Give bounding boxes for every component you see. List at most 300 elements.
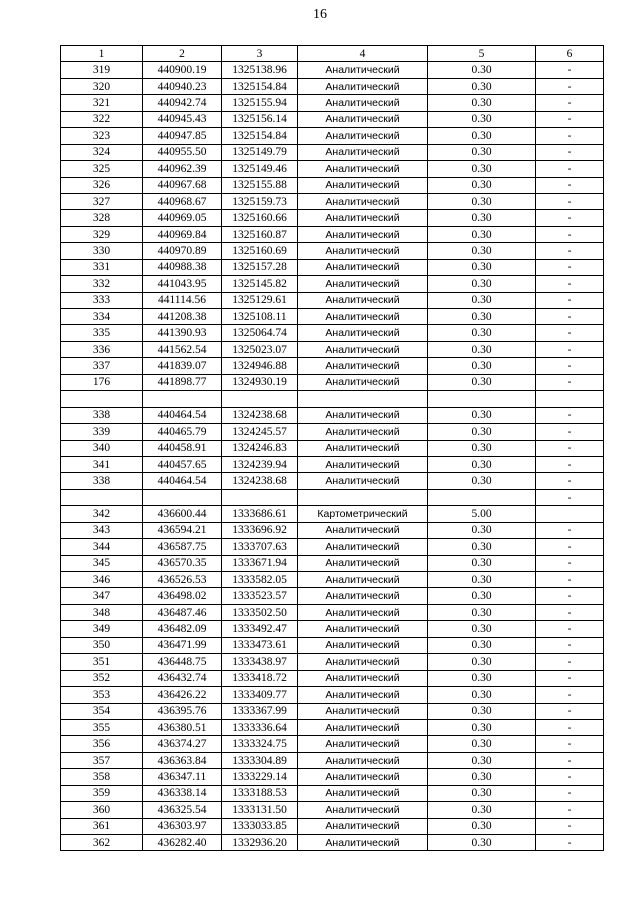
note-cell: - bbox=[536, 555, 604, 571]
method-cell: Аналитический bbox=[298, 736, 428, 752]
accuracy-cell: 0.30 bbox=[428, 374, 536, 390]
method-cell: Аналитический bbox=[298, 62, 428, 78]
y-coordinate-cell: 1324946.88 bbox=[222, 358, 298, 374]
accuracy-cell: 0.30 bbox=[428, 243, 536, 259]
note-cell: - bbox=[536, 177, 604, 193]
table-row bbox=[61, 391, 604, 407]
accuracy-cell: 0.30 bbox=[428, 703, 536, 719]
accuracy-cell: 5.00 bbox=[428, 506, 536, 522]
method-cell: Аналитический bbox=[298, 440, 428, 456]
table-row bbox=[61, 407, 604, 423]
method-cell: Аналитический bbox=[298, 161, 428, 177]
y-coordinate-cell: 1333367.99 bbox=[222, 703, 298, 719]
method-cell: Аналитический bbox=[298, 621, 428, 637]
x-coordinate-cell: 440988.38 bbox=[143, 259, 222, 275]
note-cell: - bbox=[536, 522, 604, 538]
accuracy-cell: 0.30 bbox=[428, 818, 536, 834]
accuracy-cell: 0.30 bbox=[428, 588, 536, 604]
header-cell: 1 bbox=[61, 46, 143, 62]
y-coordinate-cell: 1325155.88 bbox=[222, 177, 298, 193]
note-cell: - bbox=[536, 161, 604, 177]
y-coordinate-cell: 1324239.94 bbox=[222, 456, 298, 472]
table-row bbox=[61, 473, 604, 489]
y-coordinate-cell: 1324238.68 bbox=[222, 407, 298, 423]
method-cell: Аналитический bbox=[298, 407, 428, 423]
x-coordinate-cell: 436380.51 bbox=[143, 719, 222, 735]
x-coordinate-cell: 440945.43 bbox=[143, 111, 222, 127]
point-number-cell: 336 bbox=[61, 341, 143, 357]
table-row bbox=[61, 539, 604, 555]
table-row bbox=[61, 555, 604, 571]
method-cell: Аналитический bbox=[298, 78, 428, 94]
method-cell: Аналитический bbox=[298, 473, 428, 489]
accuracy-cell: 0.30 bbox=[428, 358, 536, 374]
method-cell: Аналитический bbox=[298, 555, 428, 571]
point-number-cell: 329 bbox=[61, 226, 143, 242]
accuracy-cell: 0.30 bbox=[428, 341, 536, 357]
y-coordinate-cell: 1325160.66 bbox=[222, 210, 298, 226]
method-cell: Аналитический bbox=[298, 835, 428, 851]
x-coordinate-cell: 436338.14 bbox=[143, 785, 222, 801]
x-coordinate-cell: 440940.23 bbox=[143, 78, 222, 94]
note-cell: - bbox=[536, 802, 604, 818]
point-number-cell: 340 bbox=[61, 440, 143, 456]
accuracy-cell: 0.30 bbox=[428, 161, 536, 177]
y-coordinate-cell: 1325160.87 bbox=[222, 226, 298, 242]
note-cell: - bbox=[536, 78, 604, 94]
note-cell: - bbox=[536, 210, 604, 226]
accuracy-cell: 0.30 bbox=[428, 128, 536, 144]
accuracy-cell: 0.30 bbox=[428, 259, 536, 275]
table-row bbox=[61, 604, 604, 620]
table-row bbox=[61, 687, 604, 703]
note-cell: - bbox=[536, 703, 604, 719]
y-coordinate-cell: 1333188.53 bbox=[222, 785, 298, 801]
table-row bbox=[61, 572, 604, 588]
header-cell: 5 bbox=[428, 46, 536, 62]
x-coordinate-cell: 440970.89 bbox=[143, 243, 222, 259]
x-coordinate-cell: 440969.84 bbox=[143, 226, 222, 242]
accuracy-cell: 0.30 bbox=[428, 473, 536, 489]
accuracy-cell: 0.30 bbox=[428, 144, 536, 160]
method-cell: Аналитический bbox=[298, 193, 428, 209]
x-coordinate-cell: 436432.74 bbox=[143, 670, 222, 686]
accuracy-cell: 0.30 bbox=[428, 95, 536, 111]
x-coordinate-cell: 440968.67 bbox=[143, 193, 222, 209]
note-cell: - bbox=[536, 440, 604, 456]
method-cell: Аналитический bbox=[298, 276, 428, 292]
y-coordinate-cell: 1332936.20 bbox=[222, 835, 298, 851]
accuracy-cell: 0.30 bbox=[428, 424, 536, 440]
method-cell: Аналитический bbox=[298, 177, 428, 193]
method-cell: Аналитический bbox=[298, 818, 428, 834]
x-coordinate-cell: 441562.54 bbox=[143, 341, 222, 357]
point-number-cell: 325 bbox=[61, 161, 143, 177]
table-row bbox=[61, 374, 604, 390]
table-row bbox=[61, 325, 604, 341]
y-coordinate-cell: 1325157.28 bbox=[222, 259, 298, 275]
accuracy-cell: 0.30 bbox=[428, 637, 536, 653]
accuracy-cell: 0.30 bbox=[428, 752, 536, 768]
point-number-cell: 320 bbox=[61, 78, 143, 94]
y-coordinate-cell: 1325064.74 bbox=[222, 325, 298, 341]
point-number-cell: 344 bbox=[61, 539, 143, 555]
point-number-cell: 335 bbox=[61, 325, 143, 341]
table-row bbox=[61, 440, 604, 456]
method-cell: Аналитический bbox=[298, 128, 428, 144]
x-coordinate-cell: 436587.75 bbox=[143, 539, 222, 555]
x-coordinate-cell: 436570.35 bbox=[143, 555, 222, 571]
method-cell: Картометрический bbox=[298, 506, 428, 522]
point-number-cell: 332 bbox=[61, 276, 143, 292]
y-coordinate-cell: 1325149.79 bbox=[222, 144, 298, 160]
accuracy-cell: 0.30 bbox=[428, 193, 536, 209]
point-number-cell: 338 bbox=[61, 407, 143, 423]
point-number-cell: 328 bbox=[61, 210, 143, 226]
note-cell: - bbox=[536, 259, 604, 275]
x-coordinate-cell: 436498.02 bbox=[143, 588, 222, 604]
method-cell: Аналитический bbox=[298, 785, 428, 801]
note-cell: - bbox=[536, 572, 604, 588]
method-cell: Аналитический bbox=[298, 539, 428, 555]
x-coordinate-cell: 440942.74 bbox=[143, 95, 222, 111]
point-number-cell: 327 bbox=[61, 193, 143, 209]
method-cell: Аналитический bbox=[298, 111, 428, 127]
table-row bbox=[61, 424, 604, 440]
accuracy-cell: 0.30 bbox=[428, 210, 536, 226]
note-cell: - bbox=[536, 243, 604, 259]
x-coordinate-cell: 436347.11 bbox=[143, 769, 222, 785]
accuracy-cell: 0.30 bbox=[428, 522, 536, 538]
table-row bbox=[61, 489, 604, 505]
y-coordinate-cell: 1333033.85 bbox=[222, 818, 298, 834]
point-number-cell: 331 bbox=[61, 259, 143, 275]
point-number-cell: 351 bbox=[61, 654, 143, 670]
point-number-cell: 354 bbox=[61, 703, 143, 719]
method-cell: Аналитический bbox=[298, 144, 428, 160]
x-coordinate-cell: 440900.19 bbox=[143, 62, 222, 78]
method-cell: Аналитический bbox=[298, 588, 428, 604]
point-number-cell: 352 bbox=[61, 670, 143, 686]
y-coordinate-cell: 1325159.73 bbox=[222, 193, 298, 209]
point-number-cell: 338 bbox=[61, 473, 143, 489]
x-coordinate-cell: 436426.22 bbox=[143, 687, 222, 703]
x-coordinate-cell: 436282.40 bbox=[143, 835, 222, 851]
y-coordinate-cell: 1324245.57 bbox=[222, 424, 298, 440]
x-coordinate-cell: 440457.65 bbox=[143, 456, 222, 472]
note-cell: - bbox=[536, 473, 604, 489]
point-number-cell: 341 bbox=[61, 456, 143, 472]
note-cell: - bbox=[536, 407, 604, 423]
note-cell: - bbox=[536, 539, 604, 555]
accuracy-cell: 0.30 bbox=[428, 226, 536, 242]
header-cell: 2 bbox=[143, 46, 222, 62]
point-number-cell: 345 bbox=[61, 555, 143, 571]
accuracy-cell bbox=[428, 489, 536, 505]
point-number-cell: 323 bbox=[61, 128, 143, 144]
note-cell: - bbox=[536, 769, 604, 785]
accuracy-cell: 0.30 bbox=[428, 687, 536, 703]
note-cell: - bbox=[536, 752, 604, 768]
note-cell: - bbox=[536, 785, 604, 801]
table-row bbox=[61, 243, 604, 259]
table-row bbox=[61, 128, 604, 144]
y-coordinate-cell: 1333707.63 bbox=[222, 539, 298, 555]
point-number-cell: 333 bbox=[61, 292, 143, 308]
method-cell: Аналитический bbox=[298, 292, 428, 308]
note-cell bbox=[536, 506, 604, 522]
method-cell: Аналитический bbox=[298, 243, 428, 259]
note-cell: - bbox=[536, 341, 604, 357]
point-number-cell: 349 bbox=[61, 621, 143, 637]
x-coordinate-cell: 440969.05 bbox=[143, 210, 222, 226]
table-row bbox=[61, 276, 604, 292]
x-coordinate-cell: 440967.68 bbox=[143, 177, 222, 193]
table-row bbox=[61, 719, 604, 735]
x-coordinate-cell: 440458.91 bbox=[143, 440, 222, 456]
coordinates-table bbox=[60, 45, 604, 851]
note-cell: - bbox=[536, 292, 604, 308]
x-coordinate-cell: 441114.56 bbox=[143, 292, 222, 308]
table-row bbox=[61, 785, 604, 801]
method-cell: Аналитический bbox=[298, 637, 428, 653]
note-cell: - bbox=[536, 144, 604, 160]
accuracy-cell: 0.30 bbox=[428, 621, 536, 637]
y-coordinate-cell: 1325138.96 bbox=[222, 62, 298, 78]
accuracy-cell: 0.30 bbox=[428, 292, 536, 308]
table-row bbox=[61, 670, 604, 686]
table-row bbox=[61, 637, 604, 653]
accuracy-cell: 0.30 bbox=[428, 555, 536, 571]
accuracy-cell: 0.30 bbox=[428, 456, 536, 472]
accuracy-cell: 0.30 bbox=[428, 670, 536, 686]
y-coordinate-cell: 1333473.61 bbox=[222, 637, 298, 653]
note-cell: - bbox=[536, 309, 604, 325]
table-row bbox=[61, 161, 604, 177]
y-coordinate-cell: 1325160.69 bbox=[222, 243, 298, 259]
note-cell bbox=[536, 391, 604, 407]
point-number-cell: 176 bbox=[61, 374, 143, 390]
method-cell: Аналитический bbox=[298, 687, 428, 703]
table-row bbox=[61, 358, 604, 374]
table-row bbox=[61, 226, 604, 242]
note-cell: - bbox=[536, 670, 604, 686]
method-cell: Аналитический bbox=[298, 522, 428, 538]
y-coordinate-cell: 1333409.77 bbox=[222, 687, 298, 703]
table-row bbox=[61, 456, 604, 472]
point-number-cell: 342 bbox=[61, 506, 143, 522]
accuracy-cell: 0.30 bbox=[428, 111, 536, 127]
y-coordinate-cell: 1333696.92 bbox=[222, 522, 298, 538]
y-coordinate-cell: 1324930.19 bbox=[222, 374, 298, 390]
y-coordinate-cell: 1325154.84 bbox=[222, 128, 298, 144]
table-header-row bbox=[61, 46, 604, 62]
x-coordinate-cell: 441839.07 bbox=[143, 358, 222, 374]
x-coordinate-cell: 436487.46 bbox=[143, 604, 222, 620]
method-cell: Аналитический bbox=[298, 802, 428, 818]
note-cell: - bbox=[536, 687, 604, 703]
accuracy-cell: 0.30 bbox=[428, 177, 536, 193]
x-coordinate-cell: 436448.75 bbox=[143, 654, 222, 670]
note-cell: - bbox=[536, 111, 604, 127]
accuracy-cell: 0.30 bbox=[428, 572, 536, 588]
table-row bbox=[61, 588, 604, 604]
header-cell: 3 bbox=[222, 46, 298, 62]
note-cell: - bbox=[536, 621, 604, 637]
note-cell: - bbox=[536, 374, 604, 390]
y-coordinate-cell: 1333418.72 bbox=[222, 670, 298, 686]
table-row bbox=[61, 78, 604, 94]
y-coordinate-cell: 1333229.14 bbox=[222, 769, 298, 785]
x-coordinate-cell: 440464.54 bbox=[143, 473, 222, 489]
method-cell: Аналитический bbox=[298, 259, 428, 275]
note-cell: - bbox=[536, 588, 604, 604]
method-cell: Аналитический bbox=[298, 210, 428, 226]
method-cell: Аналитический bbox=[298, 358, 428, 374]
method-cell: Аналитический bbox=[298, 719, 428, 735]
x-coordinate-cell: 436594.21 bbox=[143, 522, 222, 538]
method-cell: Аналитический bbox=[298, 572, 428, 588]
point-number-cell: 321 bbox=[61, 95, 143, 111]
note-cell: - bbox=[536, 818, 604, 834]
point-number-cell: 347 bbox=[61, 588, 143, 604]
y-coordinate-cell: 1333438.97 bbox=[222, 654, 298, 670]
note-cell: - bbox=[536, 637, 604, 653]
point-number-cell: 353 bbox=[61, 687, 143, 703]
method-cell bbox=[298, 489, 428, 505]
point-number-cell: 360 bbox=[61, 802, 143, 818]
point-number-cell: 358 bbox=[61, 769, 143, 785]
y-coordinate-cell bbox=[222, 391, 298, 407]
point-number-cell: 361 bbox=[61, 818, 143, 834]
y-coordinate-cell: 1333304.89 bbox=[222, 752, 298, 768]
y-coordinate-cell: 1325108.11 bbox=[222, 309, 298, 325]
table-row bbox=[61, 802, 604, 818]
note-cell: - bbox=[536, 193, 604, 209]
table-row bbox=[61, 210, 604, 226]
table-row bbox=[61, 144, 604, 160]
accuracy-cell: 0.30 bbox=[428, 407, 536, 423]
table-row bbox=[61, 818, 604, 834]
table-row bbox=[61, 736, 604, 752]
point-number-cell: 330 bbox=[61, 243, 143, 259]
table-row bbox=[61, 703, 604, 719]
x-coordinate-cell bbox=[143, 391, 222, 407]
table-row bbox=[61, 506, 604, 522]
note-cell: - bbox=[536, 128, 604, 144]
point-number-cell: 324 bbox=[61, 144, 143, 160]
point-number-cell: 326 bbox=[61, 177, 143, 193]
point-number-cell: 357 bbox=[61, 752, 143, 768]
note-cell: - bbox=[536, 654, 604, 670]
method-cell: Аналитический bbox=[298, 654, 428, 670]
y-coordinate-cell: 1333492.47 bbox=[222, 621, 298, 637]
y-coordinate-cell: 1333523.57 bbox=[222, 588, 298, 604]
table-row bbox=[61, 769, 604, 785]
accuracy-cell: 0.30 bbox=[428, 654, 536, 670]
table-row bbox=[61, 341, 604, 357]
method-cell: Аналитический bbox=[298, 95, 428, 111]
accuracy-cell: 0.30 bbox=[428, 440, 536, 456]
y-coordinate-cell: 1333686.61 bbox=[222, 506, 298, 522]
method-cell bbox=[298, 391, 428, 407]
header-cell: 4 bbox=[298, 46, 428, 62]
table-row bbox=[61, 309, 604, 325]
y-coordinate-cell: 1333582.05 bbox=[222, 572, 298, 588]
table-row bbox=[61, 177, 604, 193]
method-cell: Аналитический bbox=[298, 752, 428, 768]
point-number-cell: 356 bbox=[61, 736, 143, 752]
x-coordinate-cell: 436363.84 bbox=[143, 752, 222, 768]
accuracy-cell bbox=[428, 391, 536, 407]
table-row bbox=[61, 654, 604, 670]
x-coordinate-cell: 436395.76 bbox=[143, 703, 222, 719]
table-row bbox=[61, 62, 604, 78]
method-cell: Аналитический bbox=[298, 341, 428, 357]
point-number-cell bbox=[61, 391, 143, 407]
method-cell: Аналитический bbox=[298, 769, 428, 785]
point-number-cell: 359 bbox=[61, 785, 143, 801]
point-number-cell: 346 bbox=[61, 572, 143, 588]
x-coordinate-cell bbox=[143, 489, 222, 505]
table-row bbox=[61, 111, 604, 127]
table-body bbox=[61, 46, 604, 851]
x-coordinate-cell: 440464.54 bbox=[143, 407, 222, 423]
table-row bbox=[61, 193, 604, 209]
y-coordinate-cell: 1333502.50 bbox=[222, 604, 298, 620]
y-coordinate-cell: 1325149.46 bbox=[222, 161, 298, 177]
note-cell: - bbox=[536, 835, 604, 851]
method-cell: Аналитический bbox=[298, 374, 428, 390]
method-cell: Аналитический bbox=[298, 309, 428, 325]
accuracy-cell: 0.30 bbox=[428, 78, 536, 94]
x-coordinate-cell: 436482.09 bbox=[143, 621, 222, 637]
note-cell: - bbox=[536, 719, 604, 735]
point-number-cell: 348 bbox=[61, 604, 143, 620]
x-coordinate-cell: 436325.54 bbox=[143, 802, 222, 818]
note-cell: - bbox=[536, 276, 604, 292]
note-cell: - bbox=[536, 489, 604, 505]
y-coordinate-cell: 1333336.64 bbox=[222, 719, 298, 735]
y-coordinate-cell: 1333324.75 bbox=[222, 736, 298, 752]
method-cell: Аналитический bbox=[298, 325, 428, 341]
accuracy-cell: 0.30 bbox=[428, 719, 536, 735]
point-number-cell: 322 bbox=[61, 111, 143, 127]
method-cell: Аналитический bbox=[298, 703, 428, 719]
x-coordinate-cell: 441390.93 bbox=[143, 325, 222, 341]
y-coordinate-cell: 1324238.68 bbox=[222, 473, 298, 489]
accuracy-cell: 0.30 bbox=[428, 62, 536, 78]
method-cell: Аналитический bbox=[298, 604, 428, 620]
accuracy-cell: 0.30 bbox=[428, 736, 536, 752]
y-coordinate-cell: 1325156.14 bbox=[222, 111, 298, 127]
x-coordinate-cell: 436374.27 bbox=[143, 736, 222, 752]
accuracy-cell: 0.30 bbox=[428, 802, 536, 818]
note-cell: - bbox=[536, 62, 604, 78]
point-number-cell: 362 bbox=[61, 835, 143, 851]
note-cell: - bbox=[536, 325, 604, 341]
y-coordinate-cell bbox=[222, 489, 298, 505]
point-number-cell bbox=[61, 489, 143, 505]
point-number-cell: 355 bbox=[61, 719, 143, 735]
method-cell: Аналитический bbox=[298, 670, 428, 686]
accuracy-cell: 0.30 bbox=[428, 604, 536, 620]
method-cell: Аналитический bbox=[298, 424, 428, 440]
x-coordinate-cell: 436526.53 bbox=[143, 572, 222, 588]
note-cell: - bbox=[536, 604, 604, 620]
x-coordinate-cell: 441898.77 bbox=[143, 374, 222, 390]
point-number-cell: 350 bbox=[61, 637, 143, 653]
